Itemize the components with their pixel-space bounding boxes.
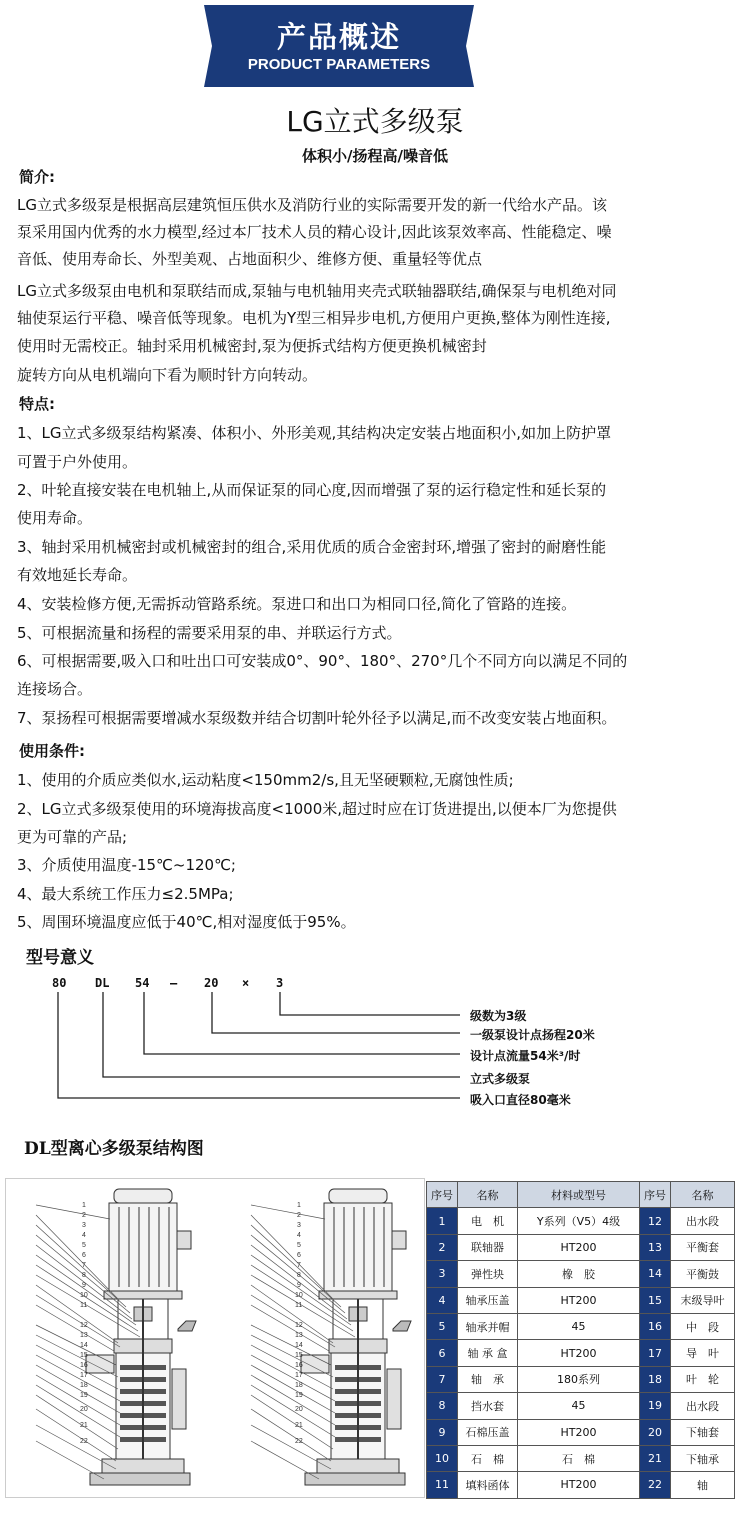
part-material: 橡 胶 [518, 1261, 640, 1287]
intro-heading: 简介: [19, 168, 55, 186]
part-number: 6 [427, 1340, 458, 1366]
part-number: 4 [427, 1287, 458, 1313]
intro-line: 音低、使用寿命长、外型美观、占地面积少、维修方便、重量轻等优点 [17, 250, 483, 268]
part-material: HT200 [518, 1419, 640, 1445]
table-row [427, 1234, 735, 1260]
callout-number: 22 [295, 1438, 303, 1445]
intro-line: LG立式多级泵由电机和泵联结而成,泵轴与电机轴用夹壳式联轴器联结,确保泵与电机绝对同 [17, 282, 617, 300]
callout-number: 19 [80, 1392, 88, 1399]
part-number: 21 [640, 1445, 671, 1471]
part-material: 45 [518, 1313, 640, 1339]
table-row [427, 1261, 735, 1287]
conditions-heading: 使用条件: [19, 742, 85, 760]
part-name: 电 机 [458, 1208, 518, 1234]
part-name: 石棉压盖 [458, 1419, 518, 1445]
part-material: HT200 [518, 1234, 640, 1260]
feature-line: 2、叶轮直接安装在电机轴上,从而保证泵的同心度,因而增强了泵的运行稳定性和延长泵的 [17, 481, 607, 499]
part-number: 10 [427, 1445, 458, 1471]
callout-number: 15 [295, 1352, 303, 1359]
part-name: 下轴承 [671, 1445, 735, 1471]
part-number: 22 [640, 1472, 671, 1498]
part-number: 19 [640, 1393, 671, 1419]
product-subtitle: 体积小/扬程高/噪音低 [302, 147, 448, 165]
callout-number: 20 [295, 1406, 303, 1413]
part-name: 平衡套 [671, 1234, 735, 1260]
model-label: 一级泵设计点扬程20米 [470, 1028, 595, 1042]
part-number: 1 [427, 1208, 458, 1234]
callout-number: 21 [80, 1422, 88, 1429]
callout-number: 7 [297, 1262, 301, 1269]
callout-number: 9 [82, 1282, 86, 1289]
part-material: HT200 [518, 1287, 640, 1313]
feature-line: 1、LG立式多级泵结构紧凑、体积小、外形美观,其结构决定安装占地面积小,如加上防护罩 [17, 424, 612, 442]
callout-number: 5 [297, 1242, 301, 1249]
callout-number: 11 [295, 1302, 303, 1309]
part-number: 2 [427, 1234, 458, 1260]
model-label: 级数为3级 [470, 1009, 527, 1023]
part-name: 挡水套 [458, 1393, 518, 1419]
callout-number: 14 [295, 1342, 303, 1349]
feature-line: 7、泵扬程可根据需要增减水泵级数并结合切割叶轮外径予以满足,而不改变安装占地面积。 [17, 709, 617, 727]
condition-line: 1、使用的介质应类似水,运动粘度<150mm2/s,且无坚硬颗粒,无腐蚀性质; [17, 771, 514, 789]
condition-line: 2、LG立式多级泵使用的环境海拔高度<1000米,超过时应在订货进提出,以便本厂为您提供 [17, 800, 617, 818]
part-number: 5 [427, 1313, 458, 1339]
callout-number: 11 [80, 1302, 88, 1309]
intro-line: 旋转方向从电机端向下看为顺时针方向转动。 [17, 366, 318, 384]
model-code: 3 [276, 976, 284, 990]
model-code: DL [95, 976, 110, 990]
model-code: 80 [52, 976, 67, 990]
part-name: 出水段 [671, 1393, 735, 1419]
callout-number: 19 [295, 1392, 303, 1399]
part-number: 3 [427, 1261, 458, 1287]
callout-number: 13 [295, 1332, 303, 1339]
callout-number: 17 [80, 1372, 88, 1379]
part-name: 叶 轮 [671, 1366, 735, 1392]
part-number: 13 [640, 1234, 671, 1260]
condition-line: 3、介质使用温度-15℃~120℃; [17, 856, 236, 874]
callout-number: 18 [80, 1382, 88, 1389]
intro-line: 使用时无需校正。轴封采用机械密封,泵为便拆式结构方便更换机械密封 [17, 337, 487, 355]
part-number: 12 [640, 1208, 671, 1234]
condition-line: 5、周围环境温度应低于40℃,相对湿度低于95%。 [17, 913, 356, 931]
table-row [427, 1366, 735, 1392]
model-label: 吸入口直径80毫米 [470, 1093, 571, 1107]
header-cell: 名称 [671, 1182, 735, 1208]
callout-number: 13 [80, 1332, 88, 1339]
model-diagram [40, 970, 660, 1110]
callout-number: 9 [297, 1282, 301, 1289]
part-material: HT200 [518, 1472, 640, 1498]
feature-line: 连接场合。 [17, 680, 93, 698]
part-material: 45 [518, 1393, 640, 1419]
features-heading: 特点: [19, 395, 55, 413]
header-cell: 材料或型号 [518, 1182, 640, 1208]
header-cell: 名称 [458, 1182, 518, 1208]
part-name: 轴 承 盒 [458, 1340, 518, 1366]
intro-line: 轴使泵运行平稳、噪音低等现象。电机为Y型三相异步电机,方便用户更换,整体为刚性连接, [17, 309, 611, 327]
table-row [427, 1287, 735, 1313]
part-number: 20 [640, 1419, 671, 1445]
part-number: 17 [640, 1340, 671, 1366]
part-number: 14 [640, 1261, 671, 1287]
table-row [427, 1445, 735, 1471]
feature-line: 5、可根据流量和扬程的需要采用泵的串、并联运行方式。 [17, 624, 402, 642]
part-material: Y系列（V5）4级 [518, 1208, 640, 1234]
part-name: 末级导叶 [671, 1287, 735, 1313]
pump-structure-drawing [5, 1178, 425, 1498]
callout-number: 6 [297, 1252, 301, 1259]
callout-number: 6 [82, 1252, 86, 1259]
feature-line: 4、安装检修方便,无需拆动管路系统。泵进口和出口为相同口径,简化了管路的连接。 [17, 595, 577, 613]
part-material: 180系列 [518, 1366, 640, 1392]
callout-number: 5 [82, 1242, 86, 1249]
part-name: 轴 [671, 1472, 735, 1498]
part-number: 18 [640, 1366, 671, 1392]
callout-number: 4 [297, 1232, 301, 1239]
intro-line: LG立式多级泵是根据高层建筑恒压供水及消防行业的实际需要开发的新一代给水产品。该 [17, 196, 607, 214]
callout-number: 4 [82, 1232, 86, 1239]
callout-number: 7 [82, 1262, 86, 1269]
part-number: 15 [640, 1287, 671, 1313]
callout-number: 16 [80, 1362, 88, 1369]
parts-table-header [427, 1182, 735, 1208]
part-name: 轴承并帽 [458, 1313, 518, 1339]
part-material: 石 棉 [518, 1445, 640, 1471]
banner-title-cn: 产品概述 [276, 20, 401, 54]
part-name: 轴承压盖 [458, 1287, 518, 1313]
part-number: 8 [427, 1393, 458, 1419]
callout-number: 1 [297, 1202, 301, 1209]
feature-line: 可置于户外使用。 [17, 453, 138, 471]
pump-illustration [6, 1179, 424, 1497]
callout-number: 18 [295, 1382, 303, 1389]
part-number: 7 [427, 1366, 458, 1392]
callout-number: 10 [80, 1292, 88, 1299]
parts-table [426, 1181, 735, 1499]
table-row [427, 1340, 735, 1366]
callout-number: 10 [295, 1292, 303, 1299]
callout-number: 14 [80, 1342, 88, 1349]
callout-number: 8 [82, 1272, 86, 1279]
feature-line: 6、可根据需要,吸入口和吐出口可安装成0°、90°、180°、270°几个不同方向以满足不同的 [17, 652, 628, 670]
callout-number: 3 [297, 1222, 301, 1229]
feature-line: 有效地延长寿命。 [17, 566, 138, 584]
product-title: LG立式多级泵 [286, 105, 464, 138]
part-name: 弹性块 [458, 1261, 518, 1287]
table-row [427, 1313, 735, 1339]
callout-number: 1 [82, 1202, 86, 1209]
intro-line: 泵采用国内优秀的水力模型,经过本厂技术人员的精心设计,因此该泵效率高、性能稳定、噪 [17, 223, 612, 241]
callout-number: 22 [80, 1438, 88, 1445]
table-row [427, 1472, 735, 1498]
section-banner [204, 5, 484, 87]
part-number: 9 [427, 1419, 458, 1445]
banner-title-en: PRODUCT PARAMETERS [247, 56, 431, 73]
model-heading: 型号意义 [26, 948, 94, 968]
part-name: 平衡鼓 [671, 1261, 735, 1287]
model-code: 20 [204, 976, 219, 990]
part-name: 填料函体 [458, 1472, 518, 1498]
structure-heading: DL型离心多级泵结构图 [24, 1139, 204, 1159]
part-name: 联轴器 [458, 1234, 518, 1260]
table-row [427, 1393, 735, 1419]
part-name: 出水段 [671, 1208, 735, 1234]
model-code: — [170, 976, 178, 990]
part-name: 导 叶 [671, 1340, 735, 1366]
part-material: HT200 [518, 1340, 640, 1366]
table-row [427, 1419, 735, 1445]
model-code: × [242, 976, 250, 990]
part-name: 下轴套 [671, 1419, 735, 1445]
part-name: 中 段 [671, 1313, 735, 1339]
part-number: 11 [427, 1472, 458, 1498]
model-code: 54 [135, 976, 150, 990]
callout-number: 16 [295, 1362, 303, 1369]
callout-number: 12 [80, 1322, 88, 1329]
part-name: 石 棉 [458, 1445, 518, 1471]
callout-number: 2 [82, 1212, 86, 1219]
callout-number: 20 [80, 1406, 88, 1413]
model-label: 设计点流量54米³/时 [470, 1049, 581, 1063]
part-name: 轴 承 [458, 1366, 518, 1392]
model-label: 立式多级泵 [470, 1072, 531, 1086]
header-cell: 序号 [640, 1182, 671, 1208]
callout-number: 8 [297, 1272, 301, 1279]
callout-number: 21 [295, 1422, 303, 1429]
condition-line: 4、最大系统工作压力≤2.5MPa; [17, 885, 234, 903]
table-row [427, 1208, 735, 1234]
condition-line: 更为可靠的产品; [17, 828, 128, 846]
callout-number: 12 [295, 1322, 303, 1329]
feature-line: 使用寿命。 [17, 509, 93, 527]
callout-number: 17 [295, 1372, 303, 1379]
feature-line: 3、轴封采用机械密封或机械密封的组合,采用优质的质合金密封环,增强了密封的耐磨性能 [17, 538, 607, 556]
callout-number: 2 [297, 1212, 301, 1219]
header-cell: 序号 [427, 1182, 458, 1208]
callout-number: 15 [80, 1352, 88, 1359]
callout-number: 3 [82, 1222, 86, 1229]
part-number: 16 [640, 1313, 671, 1339]
